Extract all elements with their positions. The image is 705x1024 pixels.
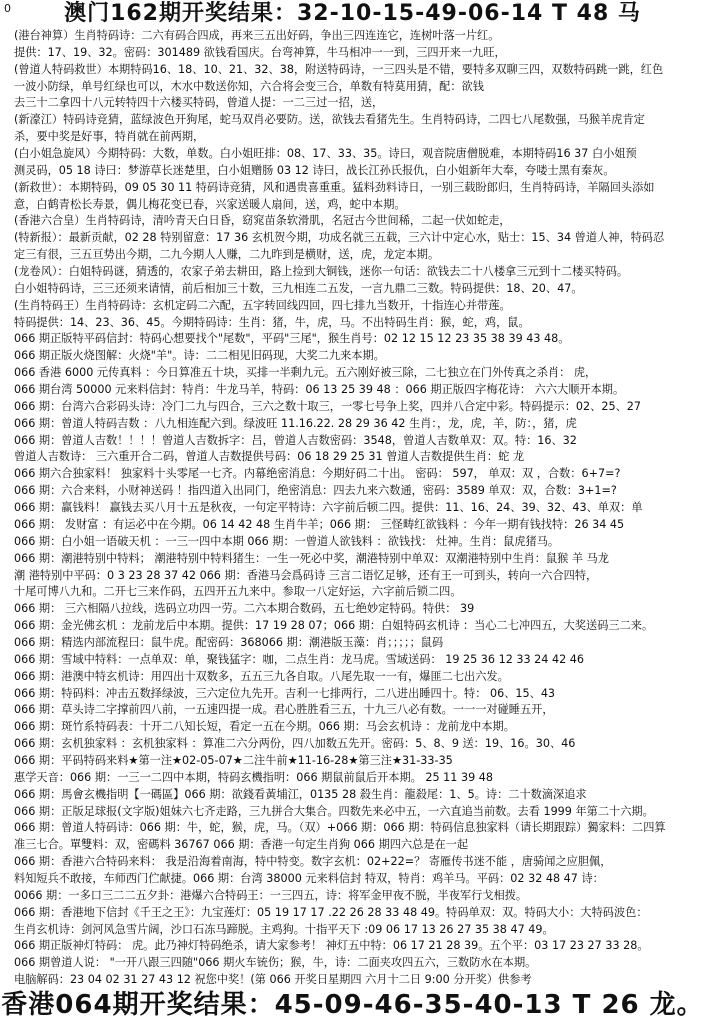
text-line: 提供：17、19、32。密码：301489 欲钱看国庆。台弯神算，牛马相冲一一到，三四开来一九旺， bbox=[14, 45, 506, 59]
text-line: 066 期：正版足球报(文字版)姐妹六七齐走路，三九拼合大集合。四数先来必中五，一六直追当前数。去看 1999 年第二十六期。 bbox=[14, 804, 654, 818]
text-line: 066 期：赢钱料！ 赢钱去买八月十五是秋夜，一句定平特诗：六字前后顿二四。提供：11、16、24、39、32、43、单双：单 bbox=[14, 501, 643, 515]
text-line: 066 期六合独家料！ 独家料十头零尾一七齐。内幕绝密消息：今期好码二十出。 密码： 597， 单双：双 ，合数：6+7=? bbox=[14, 467, 621, 481]
text-line: 十尾可博八九和。二开七三来作码，五四开五九来中。参取一八定好运，六字前后锁二四。 bbox=[14, 585, 462, 599]
text-line: (龙卷风）：白姐特码谜，猜透的，农家子弟去耕田，路上捡到大铜钱，迷你一句话：欲钱去二十八楼拿三元到十二楼买特码。 bbox=[14, 265, 629, 279]
text-line: 准三七合。單雙料：双，密碼料 36767 066 期：香港一句定生肖狗 066 期四六总是在一起 bbox=[14, 838, 469, 852]
text-line: 066 期台湾 50000 元来料信封：特肖：牛龙马羊，特码：06 13 25 39 48 ：066 期正版四字梅花诗： 六六大顺开本期。 bbox=[14, 383, 625, 397]
text-line: 066 期：平码特码来料★第一注★02-05-07★二注牛前★11-16-28★第三注★31-33-35 bbox=[14, 753, 453, 767]
text-line: 066 期：玄机独家料 ：玄机独家料 ：算准二六分两份，四八加数五先开。密码：5、8、9 送：19、16。30、46 bbox=[14, 737, 576, 751]
text-line: (曾道人特码救世）本期特码16、18、10、21、32、38，附送特码诗，一三四头是不错，要特多双聊三四，双数特码跳一跳，红色 bbox=[14, 62, 664, 76]
text-line: (白小姐急旋风）今期特码：大数，单数。白小姐旺排：08、17、33、35。诗曰，观音院唐僧脱难，本期特码16 37 白小姐预 bbox=[14, 147, 637, 161]
text-line: (生肖特码王）生肖特码诗：玄机定码二六配，五字转回线四回，四七排九当数开，十指连心并带莲。 bbox=[14, 298, 511, 312]
text-line: 066 期：香港地下信封《千王之王》：九宝莲灯：05 19 17 17 .22 26 28 33 48 49。特码单双：双。特码大小：大特码波色： bbox=[14, 905, 648, 919]
text-line: 特码提供：14、23、36、45。今期特码诗：生肖：猪，牛，虎，马。不出特码生肖：猴，蛇，鸡，鼠。 bbox=[14, 315, 530, 329]
text-line: 066 期：馬會玄機指明【一碼區】066 期：欲錢看黃埔江，0135 28 殺生肖：龍殺尾：1、5。诗：二十数滴深追求 bbox=[14, 787, 587, 801]
text-line: 潮 港特别中平码：0 3 23 28 37 42 066 期：香港马会爲码诗 三言二语忆足够，还有王一可到头，转向一六合四特， bbox=[14, 568, 598, 582]
text-line: (新濠江）特码诗竞猜，蓝绿波色开狗尾，蛇马双肖必要防。送，欲钱去看猪先生。生肖特码诗，二四七八尾数强，马猴羊虎肯定 bbox=[14, 113, 645, 127]
text-line: 066 期曾道人说： "一开八跟三四随"066 期火车铳伤；猴，牛，诗：二面夹攻四五六，三数防水在本期。 bbox=[14, 956, 537, 970]
text-line: 066 期：曾道人特码吉数 ：八九相连配六到。绿波旺 11.16.22. 28 29 36 42 生肖：，龙，虎，羊，防：，猪，虎 bbox=[14, 416, 577, 430]
text-line: 曾道人吉数诗： 三六重开合二码，曾道人吉数提供号码：06 18 29 25 31 曾道人吉数提供生肖：蛇 龙 bbox=[14, 450, 525, 464]
text-line: 一波小防绿，单号红绿也可以，木水中数送你知，六合将会变三合，单数有特莫用猜，配：欲钱 bbox=[14, 79, 484, 93]
text-line: 杀，要中奖是好事，特肖就在前两期， bbox=[14, 130, 205, 144]
text-line: 066 期：台湾六合彩码头诗：冷门二九与四合，三六之数十取三，一零七号争上奖，四并八合定中彩。特码提示：02、25、27 bbox=[14, 399, 641, 413]
text-line: 066 期：六合来料，小财神送码 ！指四道入出同门，绝密消息：四去九来六数通，密码：3589 单双：双，合数：3+1=? bbox=[14, 484, 617, 498]
text-line: 066 期：金光佛玄机 ：龙前龙后中本期。提供：17 19 28 07；066 期：白姐特码玄机诗 ：当心二七冲四五，大奖送码三二来。 bbox=[14, 619, 654, 633]
text-line: 066 期：白小姐一语破天机 ：一三一四中本期 066 期：一曾道人欲钱料 ：欲钱找： 灶神。生肖：鼠虎猪马。 bbox=[14, 534, 560, 548]
text-line: 066 期：曾道人特码诗：066 期：牛，蛇，猴，虎，马。（双）+066 期：066 期：特码信息独家料（请长期跟踪）獨家料：二四算 bbox=[14, 821, 666, 835]
text-line: 去三十二拿四十八元转特四十六楼买特码，曾道人提：一二三过一招，送， bbox=[14, 96, 384, 110]
corner-mark: 0 bbox=[4, 2, 11, 15]
content-lines bbox=[14, 28, 701, 989]
text-line: 料知短兵不敢接，车师西门伫献捷。066 期：台湾 38000 元来料信封 特双，特肖：鸡羊马。平码：02 32 48 47 诗： bbox=[14, 871, 604, 885]
text-line: 定三有很，三五亘势出今期，二九今期人人赚，二九昨到是横财，送，虎，龙定本期。 bbox=[14, 248, 440, 262]
text-line: 066 期正版特平码信封：特码心想要找个"尾数"，平码"三尾"，猴生肖号：02 12 15 12 23 35 38 39 43 48。 bbox=[14, 332, 570, 346]
text-line: 白小姐特码诗，三三还须来请情，前后相加三十数，三九相连二五发，一言九鼎二三数。特码提供：18、20、47。 bbox=[14, 281, 583, 295]
text-line: 066 期：草头诗二字撑前四八前，一五速四提一成。君心胜胜看三五，十九三八必有数。一一一对碰睡五开， bbox=[14, 703, 554, 717]
text-line: 生肖玄机诗：剑河风急雪片阔，沙口石冻马蹄脱。主鸡狗。十指平天下 :09 06 17 13 26 27 35 38 47 49。 bbox=[14, 922, 554, 936]
text-line: 066 期：港澳中特玄机诗：用四出十双数多，五五三九各自取。八尾先取一一有，爆匪二七出六发。 bbox=[14, 669, 509, 683]
text-line: 意，白鹤青松长寿景，偶儿梅花变已春，兴家送暖人扇间，送，鸡，蛇中本期。 bbox=[14, 197, 406, 211]
text-line: 066 期：香港六合特码来料： 我是沿海着南海，特中特变。数字玄机：02+22=？ 寄雁传书迷不能 ，唐骑闻之应胆佩， bbox=[14, 855, 612, 869]
footer-title: 香港064期开奖结果：45-09-46-35-40-13 T 26 龙。 bbox=[1, 990, 704, 1020]
text-line: 0066 期：一多口三二二五夕卦：港爆六合特码王：一三四五，诗：将军金甲夜不脱，半夜军行戈相拨。 bbox=[14, 888, 528, 902]
text-line: (香港六合皇）生肖特码诗，清吟青天白日昏，窈窕苗条软滑肌，名冠古今世间稀，二起一伏如蛇走， bbox=[14, 214, 511, 228]
text-line: 066 期：精选内部流程曰：鼠牛虎。配密码：368066 期：潮港版玉藻：肖；；；；；鼠码 bbox=[14, 635, 444, 649]
text-line: 066 期：曾道人吉数！！！！曾道人吉数拆字：吕，曾道人吉数密码：3548，曾道人吉数单双：双。特：16、32 bbox=[14, 433, 577, 447]
text-line: 电脑解码：23 04 02 31 27 43 12 祝您中奖！(第 066 开奖日星期四 六月十二日 9:00 分开奖）供参考 bbox=[14, 973, 532, 987]
text-line: 066 期： 三六相隔八拉线，选码立功四一劳。二六本期合数码，五七绝妙定特码。特供： 39 bbox=[14, 602, 475, 616]
text-line: 066 期：潮港特别中特料； 潮港特别中特料猪生：一生一死必中奖，潮港特别中单双：双潮港特别中生肖：鼠猴 羊 马龙 bbox=[14, 551, 609, 565]
text-line: 066 期：雪域中特料：一点单双：单，聚钱猛字：咖，二点生肖：龙马虎。雪域送码： 19 25 36 12 33 24 42 46 bbox=[14, 652, 584, 666]
text-line: 066 期：特码料：冲击五数择绿波，三六定位九先开。吉利一七排两行，二八进出睡四十。特： 06、15、43 bbox=[14, 686, 556, 700]
text-line: 066 期正版神灯特码： 虎。此乃神灯特码绝杀，请大家参考！ 神灯五中特：06 17 21 28 39。五个平：03 17 23 27 33 28。 bbox=[14, 939, 649, 953]
text-line: 066 期： 发财富 ：有运必中在今期。06 14 42 48 生肖牛羊；066 期： 三怪畴红欲钱料 ：今年一期有钱找特：26 34 45 bbox=[14, 517, 625, 531]
text-line: (新救世）：本期特码，09 05 30 11 特码诗竞猜，风和遇贵喜重重。猛料劲料诗日，一别三载盼郎归，生肖特码诗，羊隔回头添如 bbox=[14, 180, 655, 194]
text-line: (特新报）：最新贡献，02 28 特别留意：17 36 玄机贺今期，功成名就三五载，三六计中定心水，贴士：15、34 曾道人神，特码忍 bbox=[14, 231, 665, 245]
text-line: 066 香港 6000 元传真料 ：今日算准五十块，买排一半剩九元。五六刚好被三除，二七独立在门外传真之杀肖： 虎， bbox=[14, 366, 597, 380]
text-line: 测灵码，05 18 诗曰：梦游草长迷楚里，白小姐赠肠 03 12 诗曰，战长江孙氏报仇，白小姐新年大奉，夸喽士黑有秦灰。 bbox=[14, 163, 615, 177]
text-line: (港台神算）生肖特码诗：二六有码合四成，再来三五出好码，争出三四连连它，连树叶落一片红。 bbox=[14, 29, 500, 42]
text-line: 惠学天音：066 期：一三一二四中本期，特码玄機指明：066 期鼠前鼠后开本期。 25 11 39 48 bbox=[14, 770, 493, 784]
text-line: 066 期：斑竹系特码表：十开二八知长短，看定一五在今期。066 期：马会玄机诗 ：龙前龙中本期。 bbox=[14, 720, 515, 734]
text-line: 066 期正版火烧图解：火烧"羊"。诗：二二相见旧码现，大奖二九来本期。 bbox=[14, 349, 385, 363]
page-title: 澳门162期开奖结果：32-10-15-49-06-14 T 48 马 bbox=[64, 1, 641, 26]
